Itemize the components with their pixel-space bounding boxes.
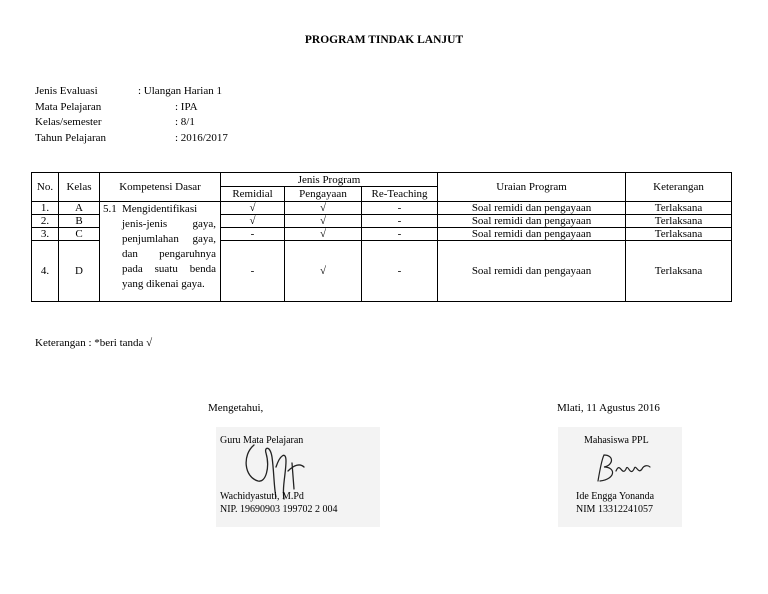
- header-kelas: Kelas: [59, 173, 100, 202]
- cell-kelas: B: [59, 215, 100, 228]
- student-name: Ide Engga Yonanda: [576, 491, 655, 502]
- teacher-name: Wachidyastuti, M.Pd: [220, 491, 304, 502]
- teacher-role: Guru Mata Pelajaran: [220, 435, 304, 446]
- student-role: Mahasiswa PPL: [584, 435, 649, 446]
- cell-no: 4.: [32, 241, 59, 302]
- cell-keterangan: Terlaksana: [626, 202, 732, 215]
- cell-pengayaan: √: [285, 202, 362, 215]
- cell-kelas: D: [59, 241, 100, 302]
- cell-kelas: C: [59, 228, 100, 241]
- student-signature-block: [558, 427, 682, 527]
- header-reteaching: Re-Teaching: [362, 187, 438, 202]
- teacher-nip: NIP. 19690903 199702 2 004: [220, 504, 338, 515]
- cell-remidial: -: [221, 241, 285, 302]
- cell-remidial: √: [221, 215, 285, 228]
- acknowledge-label: Mengetahui,: [208, 402, 264, 414]
- table-row: [32, 202, 732, 215]
- cell-keterangan: Terlaksana: [626, 241, 732, 302]
- header-no: No.: [32, 173, 59, 202]
- cell-reteaching: -: [362, 202, 438, 215]
- info-label: Jenis Evaluasi: [35, 85, 98, 97]
- cell-kelas: A: [59, 202, 100, 215]
- kompetensi-text: Mengidentifikasi jenis-jenis gaya, penjumlahan gaya, dan pengaruhnya pada suatu benda yang dikenai gaya.: [122, 203, 216, 290]
- cell-reteaching: -: [362, 215, 438, 228]
- cell-uraian: Soal remidi dan pengayaan: [438, 241, 626, 302]
- cell-no: 3.: [32, 228, 59, 241]
- cell-remidial: -: [221, 228, 285, 241]
- cell-no: 1.: [32, 202, 59, 215]
- student-signature: [592, 451, 652, 487]
- header-uraian-program: Uraian Program: [438, 173, 626, 202]
- cell-reteaching: -: [362, 228, 438, 241]
- cell-uraian: Soal remidi dan pengayaan: [438, 228, 626, 241]
- cell-pengayaan: √: [285, 228, 362, 241]
- cell-pengayaan: √: [285, 241, 362, 302]
- cell-uraian: Soal remidi dan pengayaan: [438, 202, 626, 215]
- teacher-signature-block: [216, 427, 380, 527]
- place-date: Mlati, 11 Agustus 2016: [557, 402, 660, 414]
- document-title: PROGRAM TINDAK LANJUT: [304, 34, 464, 46]
- cell-remidial: √: [221, 202, 285, 215]
- info-value: : 8/1: [175, 116, 195, 128]
- cell-keterangan: Terlaksana: [626, 228, 732, 241]
- follow-up-program-table: [31, 172, 732, 302]
- info-label: Mata Pelajaran: [35, 100, 102, 113]
- cell-pengayaan: √: [285, 215, 362, 228]
- cell-no: 2.: [32, 215, 59, 228]
- cell-uraian: Soal remidi dan pengayaan: [438, 215, 626, 228]
- header-kompetensi-dasar: Kompetensi Dasar: [100, 173, 221, 202]
- student-nim: NIM 13312241057: [576, 504, 653, 515]
- checkmark-note: Keterangan : *beri tanda √: [35, 337, 153, 349]
- header-remidial: Remidial: [221, 187, 285, 202]
- header-keterangan: Keterangan: [626, 173, 732, 202]
- header-pengayaan: Pengayaan: [285, 187, 362, 202]
- info-label: Kelas/semester: [35, 116, 102, 128]
- cell-kompetensi-dasar: [100, 202, 221, 302]
- cell-reteaching: -: [362, 241, 438, 302]
- cell-keterangan: Terlaksana: [626, 215, 732, 228]
- info-value: : 2016/2017: [175, 131, 228, 144]
- header-jenis-program: Jenis Program: [221, 173, 438, 187]
- info-label: Tahun Pelajaran: [35, 131, 107, 144]
- info-value: : IPA: [175, 100, 198, 113]
- kompetensi-number: 5.1: [103, 203, 117, 215]
- table-header-row: [32, 173, 732, 187]
- info-value: : Ulangan Harian 1: [138, 85, 222, 97]
